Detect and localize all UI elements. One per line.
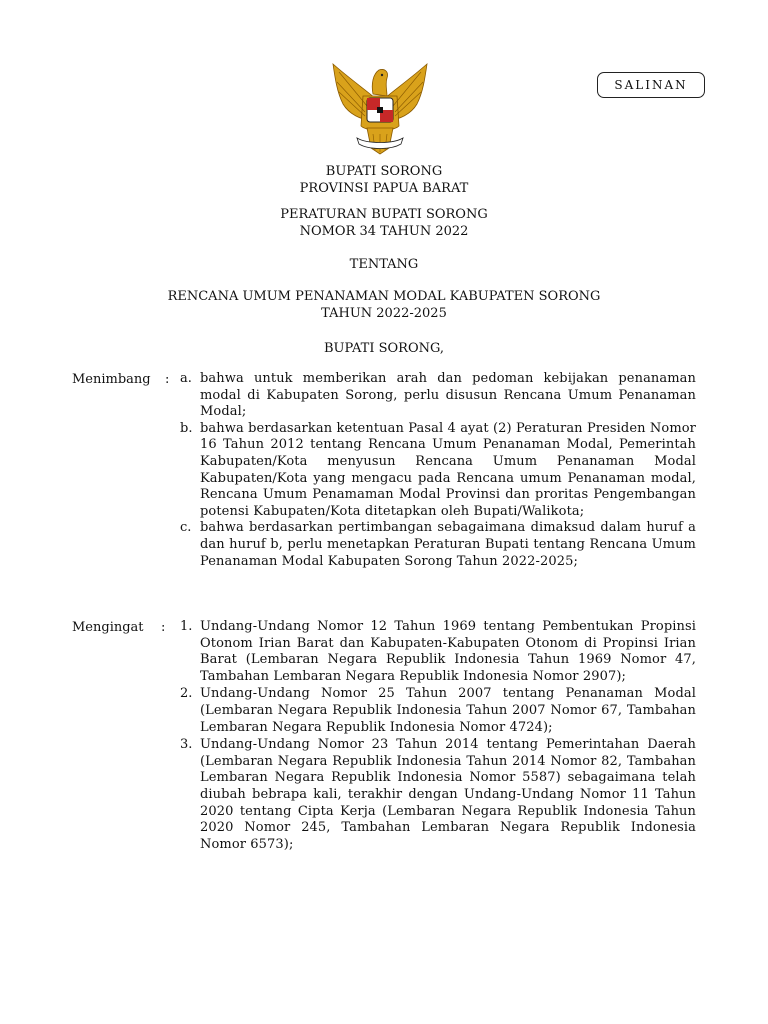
regulation-title: PERATURAN BUPATI SORONG bbox=[280, 207, 488, 222]
issuer-name: BUPATI SORONG, bbox=[323, 341, 445, 356]
issuer-heading bbox=[0, 163, 768, 197]
mengingat-colon: : bbox=[161, 620, 166, 635]
item-marker: 3. bbox=[180, 737, 193, 753]
item-text: bahwa untuk memberikan arah dan pedoman kebijakan penanaman modal di Kabupaten Sorong, perlu disusun Rencana Umum Penanaman Modal; bbox=[200, 371, 696, 420]
item-text: Undang-Undang Nomor 25 Tahun 2007 tentang Penanaman Modal (Lembaran Negara Republik Indonesia Tahun 2007 Nomor 67, Tambahan Lembaran Negara Republik Indonesia Nomor 4724); bbox=[200, 686, 696, 735]
subject-line-2: TAHUN 2022-2025 bbox=[321, 306, 447, 321]
province-title: PROVINSI PAPUA BARAT bbox=[299, 181, 469, 196]
about-heading bbox=[0, 256, 768, 273]
list-item bbox=[180, 421, 696, 521]
mengingat-list bbox=[180, 619, 696, 853]
issuer-salutation bbox=[0, 340, 768, 357]
list-item bbox=[180, 737, 696, 853]
about-label: TENTANG bbox=[349, 257, 419, 272]
regulation-number: NOMOR 34 TAHUN 2022 bbox=[299, 224, 469, 239]
salinan-badge: SALINAN bbox=[597, 72, 705, 98]
item-text: Undang-Undang Nomor 23 Tahun 2014 tentang Pemerintahan Daerah (Lembaran Negara Republik Indonesia Tahun 2014 Nomor 82, Tambahan Lembaran Negara Republik Indonesia Nomor 5587) sebagaimana telah diubah bebrapa kali, terakhir dengan Undang-Undang Nomor 11 Tahun 2020 tentang Cipta Kerja (Lembaran Negara Republik Indonesia Tahun 2020 Nomor 245, Tambahan Lembaran Negara Republik Indonesia Nomor 6573); bbox=[200, 737, 696, 852]
garuda-emblem-icon bbox=[327, 58, 433, 156]
item-marker: c. bbox=[180, 520, 192, 536]
item-text: bahwa berdasarkan ketentuan Pasal 4 ayat (2) Peraturan Presiden Nomor 16 Tahun 2012 tentang Rencana Umum Penanaman Modal, Pemerintah Kabupaten/Kota menyusun Rencana Umum Penanaman Modal Kabupaten/Kota yang mengacu pada Rencana umum Penanaman modal, Rencana Umum Penamaman Modal Provinsi dan proritas Pengembangan potensi Kabupaten/Kota ditetapkan oleh Bupati/Walikota; bbox=[200, 420, 696, 519]
item-marker: a. bbox=[180, 371, 192, 386]
list-item bbox=[180, 619, 696, 685]
subject-heading bbox=[0, 288, 768, 322]
menimbang-list bbox=[180, 371, 696, 570]
list-item bbox=[180, 520, 696, 570]
regulation-heading bbox=[0, 206, 768, 240]
list-item bbox=[180, 371, 696, 421]
list-item bbox=[180, 686, 696, 736]
mengingat-label: Mengingat bbox=[72, 620, 144, 635]
item-text: Undang-Undang Nomor 12 Tahun 1969 tentang Pembentukan Propinsi Otonom Irian Barat dan Kabupaten-Kabupaten Otonom di Propinsi Irian Barat (Lembaran Negara Republik Indonesia Tahun 1969 Nomor 47, Tambahan Lembaran Negara Republik Indonesia Nomor 2907); bbox=[200, 619, 696, 684]
item-marker: b. bbox=[180, 420, 193, 436]
office-title: BUPATI SORONG bbox=[325, 164, 443, 179]
menimbang-colon: : bbox=[165, 372, 170, 387]
menimbang-label: Menimbang bbox=[72, 372, 151, 387]
subject-line-1: RENCANA UMUM PENANAMAN MODAL KABUPATEN SORONG bbox=[167, 289, 601, 304]
item-text: bahwa berdasarkan pertimbangan sebagaimana dimaksud dalam huruf a dan huruf b, perlu menetapkan Peraturan Bupati tentang Rencana Umum Penanaman Modal Kabupaten Sorong Tahun 2022-2025; bbox=[200, 520, 696, 569]
item-marker: 2. bbox=[180, 686, 193, 702]
item-marker: 1. bbox=[180, 619, 193, 634]
